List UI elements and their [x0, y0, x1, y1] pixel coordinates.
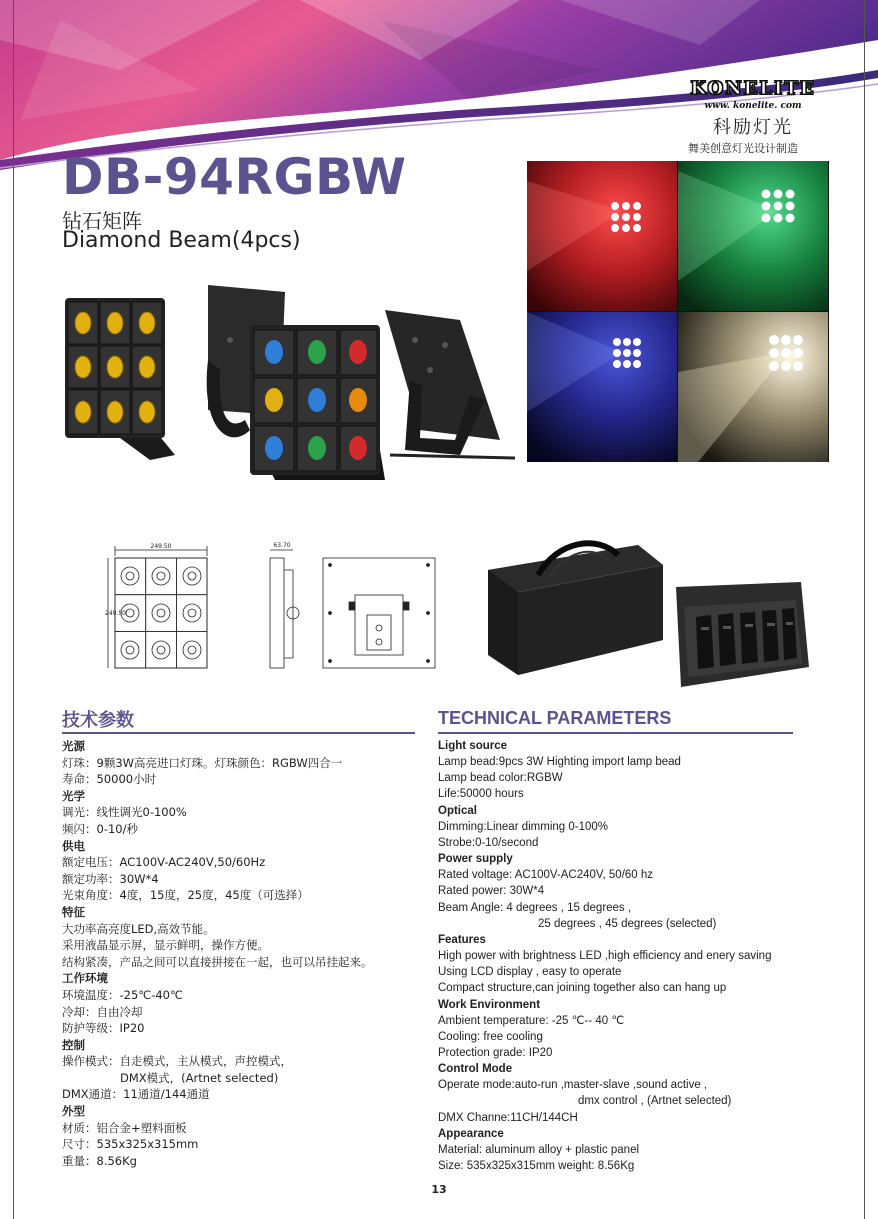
spec-line: Life:50000 hours — [438, 788, 524, 801]
cn-specs-list — [62, 738, 422, 1169]
spec-line: DMX Channe:11CH/144CH — [438, 1111, 578, 1124]
spec-heading: Light source — [438, 740, 508, 752]
blue-beam-photo — [527, 312, 677, 462]
product-en-name: Diamond Beam(4pcs) — [62, 228, 301, 253]
logo-cn-name: 科励灯光 — [713, 117, 793, 138]
spec-line: 防护等级：IP20 — [62, 1021, 145, 1036]
depth-dimension-label: 63.70 — [273, 542, 291, 549]
red-beam-photo — [527, 161, 677, 311]
spec-line: 尺寸：535x325x315mm — [62, 1137, 199, 1152]
en-title-rule — [438, 732, 793, 734]
spec-line: 操作模式：自走模式，主从模式，声控模式， — [62, 1054, 292, 1069]
spec-line: 重量：8.56Kg — [62, 1153, 137, 1168]
spec-line: Beam Angle: 4 degrees , 15 degrees , — [438, 901, 632, 914]
en-specs-title: TECHNICAL PARAMETERS — [438, 708, 672, 728]
spec-line: 光束角度：4度，15度，25度，45度（可选择） — [62, 888, 309, 903]
spec-line: Using LCD display , easy to operate — [438, 966, 622, 979]
spec-line: Compact structure,can joining together also can hang up — [438, 982, 727, 995]
product-cn-name: 钻石矩阵 — [62, 209, 142, 233]
spec-heading: Optical — [438, 804, 477, 817]
spec-heading: 控制 — [62, 1037, 85, 1052]
beam-color-photos — [527, 161, 829, 462]
spec-line: dmx control , (Artnet selected) — [578, 1095, 732, 1108]
en-specs-list — [438, 738, 838, 1174]
spec-line: Rated voltage: AC100V-AC240V, 50/60 hz — [438, 869, 654, 882]
spec-line: Dimming:Linear dimming 0-100% — [438, 820, 609, 833]
model-title: DB-94RGBW — [62, 148, 407, 206]
spec-heading: Features — [438, 933, 486, 946]
spec-line: Cooling: free cooling — [438, 1030, 543, 1043]
spec-heading: 外型 — [62, 1104, 85, 1119]
spec-line: 频闪：0-10/秒 — [62, 821, 138, 836]
spec-line: 环境温度：-25℃-40℃ — [62, 987, 183, 1002]
flight-case-photo — [676, 582, 809, 687]
spec-line: 额定电压：AC100V-AC240V,50/60Hz — [62, 855, 266, 870]
page-number: 13 — [431, 1183, 447, 1196]
logo-url: www. konelite. com — [704, 101, 802, 111]
product-fixtures-photo — [60, 280, 515, 480]
spec-heading: Control Mode — [438, 1063, 513, 1076]
green-beam-photo — [678, 161, 828, 311]
spec-line: High power with brightness LED ,high efficiency and enery saving — [438, 950, 772, 963]
spec-heading: Power supply — [438, 853, 513, 866]
spec-line: Operate mode:auto-run ,master-slave ,sound active , — [438, 1079, 708, 1092]
spec-heading: Work Environment — [438, 998, 541, 1011]
spec-line: Material: aluminum alloy + plastic panel — [438, 1143, 640, 1156]
spec-line: DMX通道：11通道/144通道 — [62, 1087, 210, 1102]
brand-logo — [678, 78, 828, 139]
spec-line: 大功率高亮度LED,高效节能。 — [62, 921, 215, 936]
spec-line: 25 degrees , 45 degrees (selected) — [538, 917, 717, 930]
spec-line: Strobe:0-10/second — [438, 836, 539, 849]
spec-line: 采用液晶显示屏，显示鲜明，操作方便。 — [62, 938, 269, 953]
spec-line: Rated power: 30W*4 — [438, 885, 545, 898]
spec-heading: 光源 — [62, 739, 85, 753]
spec-heading: 特征 — [62, 904, 85, 919]
spec-line: Lamp bead:9pcs 3W Highting import lamp bead — [438, 756, 681, 769]
spec-line: Protection grade: IP20 — [438, 1046, 553, 1059]
height-dimension-label: 249.50 — [105, 610, 126, 617]
spec-heading: 光学 — [62, 788, 85, 803]
white-beam-photo — [678, 312, 828, 462]
spec-line: Ambient temperature: -25 ℃-- 40 ℃ — [438, 1014, 625, 1027]
spec-line: DMX模式，(Artnet selected) — [120, 1070, 279, 1085]
spec-line: Size: 535x325x315mm weight: 8.56Kg — [438, 1160, 635, 1173]
width-dimension-label: 249.50 — [150, 543, 172, 550]
spec-line: 额定功率：30W*4 — [62, 871, 159, 886]
spec-line: Lamp bead color:RGBW — [438, 772, 563, 785]
dimension-drawings — [105, 540, 440, 675]
spec-heading: Appearance — [438, 1127, 504, 1140]
spec-heading: 供电 — [62, 838, 85, 853]
brand-slogan: 舞美创意灯光设计制造 — [688, 142, 798, 155]
cn-specs-title: 技术参数 — [62, 710, 134, 731]
spec-line: 材质：铝合金+塑料面板 — [62, 1120, 187, 1135]
spec-line: 冷却：自由冷却 — [62, 1004, 143, 1019]
spec-line: 灯珠：9颗3W高亮进口灯珠。灯珠颜色：RGBW四合一 — [62, 755, 343, 770]
spec-line: 结构紧凑，产品之间可以直接拼接在一起，也可以吊挂起来。 — [62, 954, 373, 969]
spec-line: 调光：线性调光0-100% — [62, 805, 187, 820]
spec-heading: 工作环境 — [62, 971, 108, 986]
carry-bag-photo — [478, 530, 668, 680]
logo-wordmark: KONELITE — [690, 78, 816, 99]
spec-line: 寿命：50000小时 — [62, 772, 157, 787]
cn-title-rule — [62, 732, 415, 734]
